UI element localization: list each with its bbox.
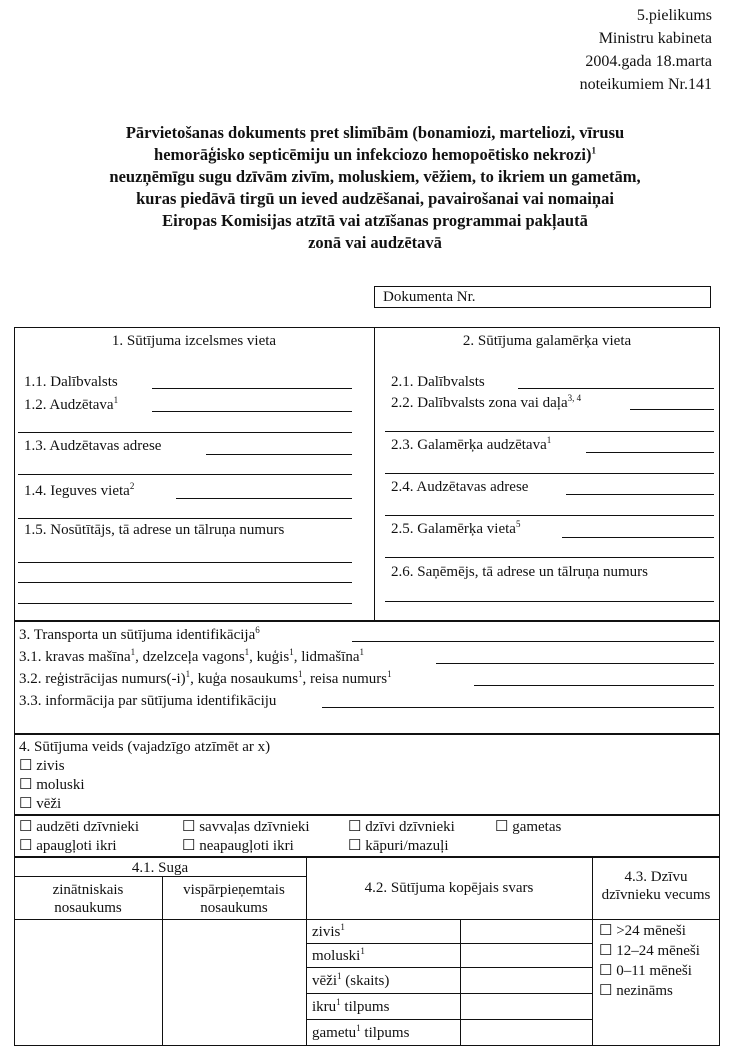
field-2-6-line[interactable]	[385, 601, 714, 602]
section-1-header: 1. Sūtījuma izcelsmes vieta	[111, 333, 277, 349]
annex-reference	[580, 4, 712, 96]
field-1-5-line-3[interactable]	[18, 603, 352, 604]
table-divider	[306, 967, 592, 968]
field-3-3-input[interactable]	[322, 707, 714, 708]
title-line: hemorāģisko septicēmiju un infekciozo hemopoētisko nekrozi)$^1$	[154, 145, 596, 164]
field-1-2-label: 1.2. Audzētava$^1$	[24, 395, 119, 413]
weight-row-crayfish: vēži$^1$ (skaits)	[312, 971, 390, 989]
checkbox-icon: ☐	[19, 838, 33, 854]
title-line: Pārvietošanas dokuments pret slimībām (bonamiozi, marteliozi, vīrusu	[125, 123, 625, 142]
table-divider	[306, 943, 592, 944]
field-3-1-input[interactable]	[436, 663, 714, 664]
field-2-1-label: 2.1. Dalībvalsts	[391, 374, 485, 390]
checkbox-icon: ☐	[19, 758, 33, 774]
document-title	[20, 122, 730, 254]
weight-row-gametes: gametu$^1$ tilpums	[312, 1023, 410, 1041]
weight-row-eggs: ikru$^1$ tilpums	[312, 997, 390, 1015]
age-option-unknown[interactable]: ☐ nezināms	[599, 983, 673, 999]
annex-issuer: Ministru kabineta	[598, 30, 712, 47]
field-2-5-label: 2.5. Galamērķa vieta$^5$	[391, 519, 521, 537]
checkbox-icon: ☐	[19, 819, 33, 835]
checkbox-icon: ☐	[599, 983, 613, 999]
age-option-over-24[interactable]: ☐ >24 mēneši	[599, 923, 686, 939]
annex-date: 2004.gada 18.marta	[585, 53, 712, 70]
checkbox-icon: ☐	[19, 777, 33, 793]
age-header: 4.3. Dzīvu dzīvnieku vecums	[601, 869, 711, 903]
age-option-12-24[interactable]: ☐ 12–24 mēneši	[599, 943, 700, 959]
table-divider	[306, 1019, 592, 1020]
field-1-1-input[interactable]	[152, 388, 352, 389]
section-2-header: 2. Sūtījuma galamērķa vieta	[462, 333, 632, 349]
option-apaugloti[interactable]: ☐ apaugļoti ikri	[19, 838, 117, 854]
field-1-3-input[interactable]	[206, 454, 352, 455]
option-savvalas[interactable]: ☐ savvaļas dzīvnieki	[182, 819, 310, 835]
section-divider	[374, 327, 375, 621]
field-1-5-line-1[interactable]	[18, 562, 352, 563]
field-2-3-extra-line[interactable]	[385, 473, 714, 474]
option-dzivi[interactable]: ☐ dzīvi dzīvnieki	[348, 819, 455, 835]
field-1-5-line-2[interactable]	[18, 582, 352, 583]
checkbox-icon: ☐	[599, 963, 613, 979]
field-3-2-label: 3.2. reģistrācijas $numurs(-i)^1$, kuģa nosaukums$^1$, reisa numurs$^1$	[19, 669, 392, 687]
field-2-4-label: 2.4. Audzētavas adrese	[391, 479, 529, 495]
field-2-3-label: 2.3. Galamērķa audzētava$^1$	[391, 435, 552, 453]
species-header: 4.1. Suga	[131, 860, 189, 876]
title-line: neuzņēmīgu sugu dzīvām zivīm, moluskiem, vēžiem, to ikriem un gametām,	[109, 167, 641, 186]
option-moluski[interactable]: ☐ moluski	[19, 777, 85, 793]
field-3-1-label: 3.1. kravas mašīna$^1$, dzelzceļa vagons$^1$, kuģis$^1$, lidmašīna$^1$	[19, 647, 365, 665]
option-neapaugloti[interactable]: ☐ neapaugļoti ikri	[182, 838, 294, 854]
weight-row-molluscs: moluski$^1$	[312, 946, 365, 964]
title-line: kuras piedāvā tirgū un ieved audzēšanai, pavairošanai vai nomaiņai	[136, 189, 614, 208]
field-1-3-extra-line[interactable]	[18, 474, 352, 475]
weight-row-fish: zivis$^1$	[312, 922, 345, 940]
field-2-2-input[interactable]	[630, 409, 714, 410]
annex-number: 5.pielikums	[636, 7, 712, 24]
checkbox-icon: ☐	[182, 838, 196, 854]
field-1-2-extra-line[interactable]	[18, 432, 352, 433]
field-1-3-label: 1.3. Audzētavas adrese	[24, 438, 162, 454]
checkbox-icon: ☐	[495, 819, 509, 835]
total-weight-header: 4.2. Sūtījuma kopējais svars	[364, 880, 534, 896]
checkbox-icon: ☐	[599, 923, 613, 939]
section-3-header-line[interactable]	[352, 641, 714, 642]
option-zivis[interactable]: ☐ zivis	[19, 758, 65, 774]
checkbox-icon: ☐	[182, 819, 196, 835]
field-2-2-label: 2.2. Dalībvalsts zona vai daļa$^{3, 4}$	[391, 393, 582, 411]
field-1-4-extra-line[interactable]	[18, 518, 352, 519]
checkbox-icon: ☐	[19, 796, 33, 812]
option-vezi[interactable]: ☐ vēži	[19, 796, 62, 812]
field-2-5-extra-line[interactable]	[385, 557, 714, 558]
table-divider	[460, 919, 461, 1046]
field-1-1-label: 1.1. Dalībvalsts	[24, 374, 118, 390]
checkbox-icon: ☐	[348, 819, 362, 835]
checkbox-icon: ☐	[348, 838, 362, 854]
field-3-3-label: 3.3. informācija par sūtījuma identifikāciju	[19, 693, 277, 709]
option-audzeti[interactable]: ☐ audzēti dzīvnieki	[19, 819, 140, 835]
field-2-4-extra-line[interactable]	[385, 515, 714, 516]
field-2-6-label: 2.6. Saņēmējs, tā adrese un tālruņa numurs	[391, 564, 649, 580]
field-2-1-input[interactable]	[518, 388, 714, 389]
title-line: Eiropas Komisijas atzītā vai atzīšanas programmai pakļautā	[162, 211, 588, 230]
field-3-2-input[interactable]	[474, 685, 714, 686]
field-1-4-label: 1.4. Ieguves vieta$^2$	[24, 481, 135, 499]
age-option-0-11[interactable]: ☐ 0–11 mēneši	[599, 963, 692, 979]
table-divider	[14, 919, 720, 920]
checkbox-icon: ☐	[599, 943, 613, 959]
scientific-name-header: zinātniskais nosaukums	[52, 882, 124, 916]
field-2-5-input[interactable]	[562, 537, 714, 538]
field-1-2-input[interactable]	[152, 411, 352, 412]
option-gametas[interactable]: ☐ gametas	[495, 819, 562, 835]
document-number-field[interactable]: Dokumenta Nr.	[374, 286, 711, 308]
table-divider	[306, 993, 592, 994]
field-1-4-input[interactable]	[176, 498, 352, 499]
field-1-5-label: 1.5. Nosūtītājs, tā adrese un tālruņa numurs	[24, 522, 285, 538]
common-name-header: vispārpieņemtais nosaukums	[183, 882, 285, 916]
section-4-header: 4. Sūtījuma veids (vajadzīgo atzīmēt ar x)	[19, 739, 271, 755]
field-2-3-input[interactable]	[586, 452, 714, 453]
option-kapuri[interactable]: ☐ kāpuri/mazuļi	[348, 838, 449, 854]
field-2-4-input[interactable]	[566, 494, 714, 495]
section-3-header: 3. Transporta un sūtījuma identifikācija$^6$	[19, 625, 260, 643]
field-2-2-extra-line[interactable]	[385, 431, 714, 432]
annex-regulation: noteikumiem Nr.141	[579, 76, 712, 93]
title-line: zonā vai audzētavā	[308, 233, 442, 252]
